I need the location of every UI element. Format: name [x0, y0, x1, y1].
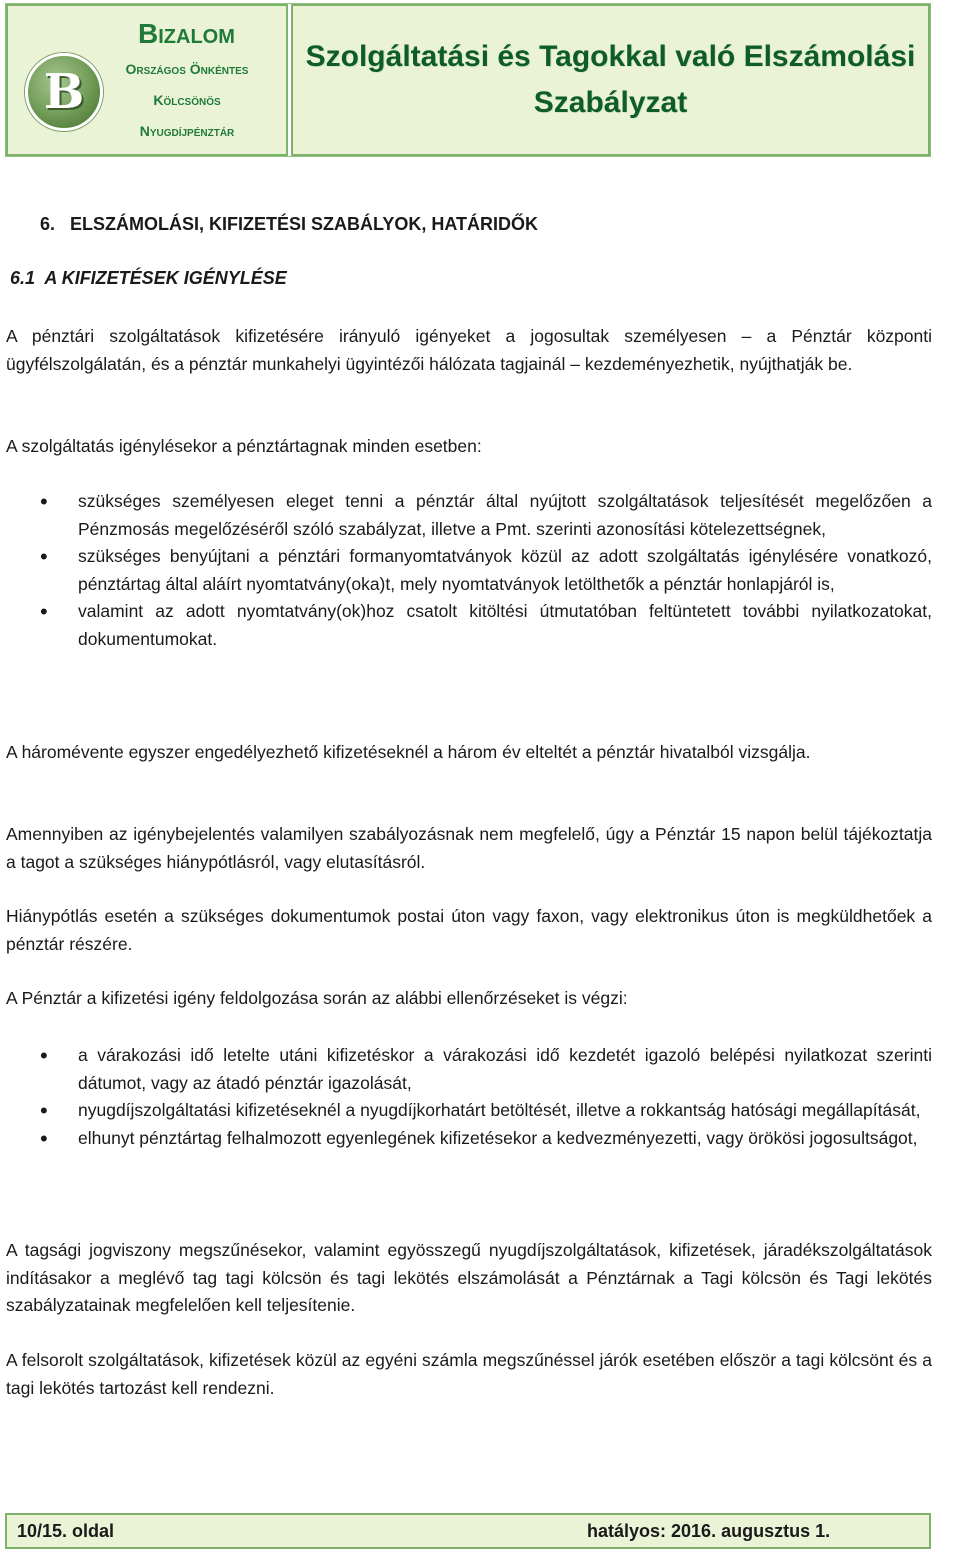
- paragraph-2-text: A szolgáltatás igénylésekor a pénztártagnak minden esetben:: [6, 436, 482, 456]
- logo-box: [6, 4, 288, 156]
- paragraph-5-text: Hiánypótlás esetén a szükséges dokumentumok postai úton vagy faxon, vagy elektronikus úton is megküldhetőek a pénztár részére.: [6, 906, 932, 954]
- paragraph-3-text: A háromévente egyszer engedélyezhető kifizetéseknél a három év elteltét a pénztár hivatalból vizsgálja.: [6, 742, 811, 762]
- paragraph-1: [6, 323, 932, 378]
- brand-line-2: Kölcsönös: [153, 92, 221, 108]
- checks-list: [0, 1042, 932, 1152]
- list-item: • elhunyt pénztártag felhalmozott egyenlegének kifizetésekor a kedvezményezetti, vagy örökösi jogosultságot,: [0, 1125, 932, 1153]
- brand-line-1: Országos Önkéntes: [125, 61, 249, 77]
- paragraph-3: [6, 739, 932, 767]
- brand-name: Bizalom: [138, 18, 235, 49]
- paragraph-6-text: A Pénztár a kifizetési igény feldolgozása során az alábbi ellenőrzéseket is végzi:: [6, 988, 628, 1008]
- list-item: • valamint az adott nyomtatvány(ok)hoz csatolt kitöltési útmutatóban feltüntetett további nyilatkozatokat, dokumentumokat.: [0, 598, 932, 653]
- paragraph-8-text: A felsorolt szolgáltatások, kifizetések közül az egyéni számla megszűnéssel járók esetében először a tagi kölcsönt és a tagi lekötés tartozást kell rendezni.: [6, 1350, 932, 1398]
- paragraph-7-text: A tagsági jogviszony megszűnésekor, valamint egyösszegű nyugdíjszolgáltatások, kifizetések, járadékszolgáltatások indításakor a meglévő tag tagi kölcsön és tagi lekötés elszámolását a Pénztárnak a Tagi kölcsön és Tagi lekötés szabályzatainak megfelelően kell teljesítenie.: [6, 1240, 932, 1315]
- subsection-heading: 6.1 A KIFIZETÉSEK IGÉNYLÉSE: [10, 268, 287, 288]
- paragraph-1-text: A pénztári szolgáltatások kifizetésére irányuló igényeket a jogosultak személyesen – a Pénztár központi ügyfélszolgálatán, és a pénztár munkahelyi ügyintézői hálózata tagjainál – kezdeményezhetik, nyújthatják be.: [6, 326, 932, 374]
- document-title: [306, 34, 916, 126]
- paragraph-5: [6, 903, 932, 958]
- document-title-line-2: Szabályzat: [533, 86, 688, 119]
- paragraph-6: [6, 985, 932, 1013]
- paragraph-4: [6, 821, 932, 876]
- brand-line-3: Nyugdíjpénztár: [139, 123, 235, 139]
- title-box: [291, 4, 930, 156]
- paragraph-2: [6, 433, 932, 461]
- brand-block: [118, 14, 262, 147]
- section-heading: 6. ELSZÁMOLÁSI, KIFIZETÉSI SZABÁLYOK, HATÁRIDŐK: [40, 214, 539, 234]
- list-item: • szükséges személyesen eleget tenni a pénztár által nyújtott szolgáltatások teljesítését megelőzően a Pénzmosás megelőzéséről szóló szabályzat, illetve a Pmt. szerinti azonosítási kötelezettségnek,: [0, 488, 932, 543]
- list-item: • nyugdíjszolgáltatási kifizetéseknél a nyugdíjkorhatárt betöltését, illetve a rokkantság hatósági megállapítását,: [0, 1097, 932, 1125]
- requirements-list: [0, 488, 932, 653]
- paragraph-4-text: Amennyiben az igénybejelentés valamilyen szabályozásnak nem megfelelő, úgy a Pénztár 15 napon belül tájékoztatja a tagot a szükséges hiánypótlásról, vagy elutasításról.: [6, 824, 932, 872]
- page-number: 10/15. oldal: [17, 1521, 115, 1541]
- paragraph-7: [6, 1237, 932, 1320]
- page-footer: [5, 1513, 931, 1549]
- list-item: • szükséges benyújtani a pénztári formanyomtatványok közül az adott szolgáltatás igénylésére vonatkozó, pénztártag által aláírt nyomtatvány(oka)t, mely nyomtatványok letölthetők a pénztár honlapjáról is,: [0, 543, 932, 598]
- page-header: [5, 3, 931, 157]
- effective-date: hatályos: 2016. augusztus 1.: [587, 1521, 831, 1541]
- document-title-line-1: Szolgáltatási és Tagokkal való Elszámolási: [305, 40, 916, 73]
- paragraph-8: [6, 1347, 932, 1402]
- logo-emblem: B: [25, 53, 103, 131]
- list-item: • a várakozási idő letelte utáni kifizetéskor a várakozási idő kezdetét igazoló belépési nyilatkozat szerinti dátumot, vagy az átadó pénztár igazolását,: [0, 1042, 932, 1097]
